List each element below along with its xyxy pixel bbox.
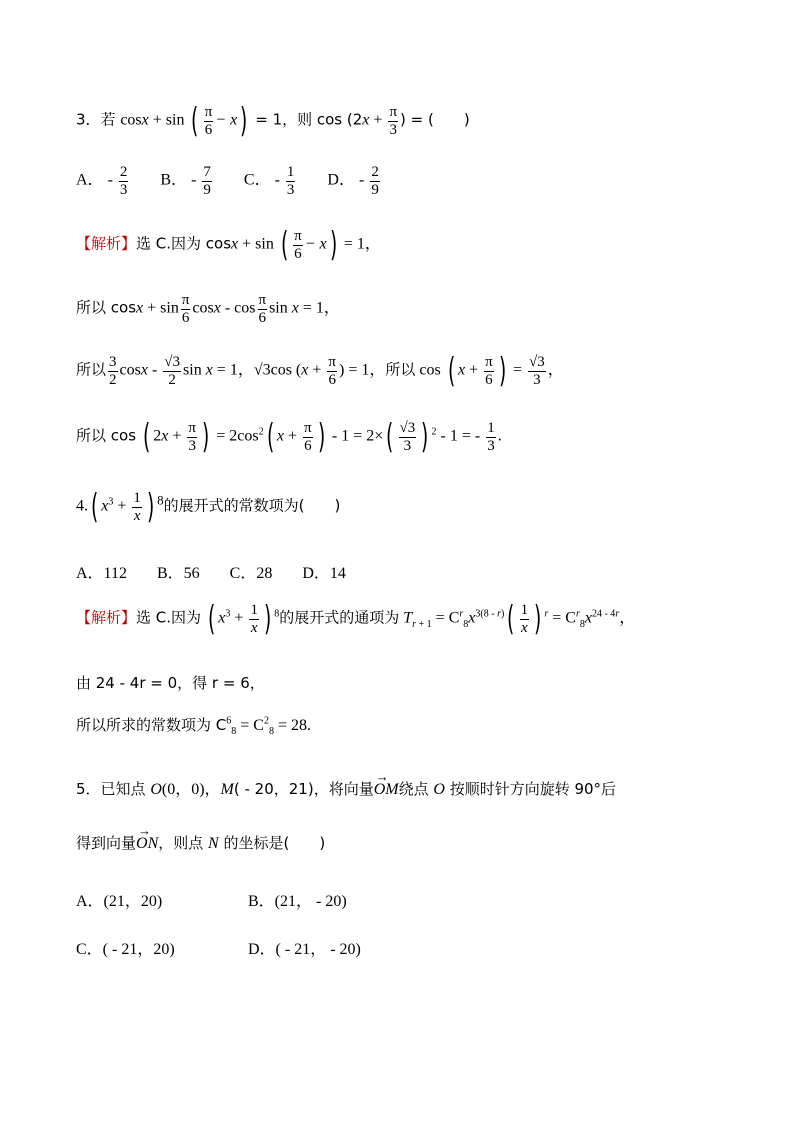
q5-options-row1 <box>76 888 347 911</box>
q4-solution-line1: 【解析】选 C.因为 ( $x^3$ + $\frac{1}{x}$ ) $^8$的展开式的通项为 $T_r$ $_{+ 1} = C^r_8x^{3(8 - r)}$( $\frac{1}{x}$ ) $^r = C^r_8x^{24 - 4r}$， <box>76 599 636 639</box>
q5-options-row2 <box>76 936 361 959</box>
solution-tag: 【解析】 <box>76 608 137 627</box>
q5-option-c[interactable]: C．( - 21，20) <box>76 941 175 958</box>
q4-option-c[interactable]: C．28 <box>229 565 273 582</box>
q3-option-a[interactable]: A． - $\frac{2}{3}$ <box>76 164 128 198</box>
q4-option-a[interactable]: A．112 <box>76 565 127 582</box>
q4-solution-line3: 所以所求的常数项为 $C^6_8 = C^2_8 = 28$. <box>76 715 311 738</box>
pi-over-3-fraction: $\frac{\pi}{3}$ <box>389 104 398 138</box>
q4-option-d[interactable]: D．14 <box>302 565 346 582</box>
q3-solution-line2: 所以 cosx + sin $\frac{\pi}{6}$ cosx - cos $\frac{\pi}{6}$ sin x = 1， <box>76 292 340 326</box>
q3-option-d[interactable]: D． - $\frac{2}{9}$ <box>327 164 379 198</box>
q3-solution-line4: 所以 cos ( 2x + $\frac{\pi}{3}$ ) = $2\cos^2$( x + $\frac{\pi}{6}$ ) - 1 = 2×( $\frac{√3}{3}$ ) $^2$ - 1 = - $\frac{1}{3}$ . <box>76 417 502 457</box>
solution-tag: 【解析】 <box>76 234 137 253</box>
q3-stem: 3．若 cosx + sin ( $\frac{\pi}{6}$ − x) = 1，则 cos (2x + $\frac{\pi}{3}$ ) = ( ) <box>76 101 470 141</box>
pi-over-6-fraction: $\frac{\pi}{6}$ <box>204 104 213 138</box>
q5-option-b[interactable]: B．(21， - 20) <box>248 893 347 910</box>
q3-option-b[interactable]: B． - $\frac{7}{9}$ <box>160 164 211 198</box>
q3-solution-line1: 【解析】选 C.因为 cosx + sin ( $\frac{\pi}{6}$ − x) = 1， <box>76 225 381 265</box>
q5-option-a[interactable]: A．(21，20) <box>76 893 163 910</box>
q5-option-d[interactable]: D．( - 21， - 20) <box>248 941 361 958</box>
q5-stem-line2: 得到向量→ ON，则点 N 的坐标是( ) <box>76 832 325 853</box>
vector-om: → OM <box>374 781 399 799</box>
q4-option-b[interactable]: B．56 <box>156 565 200 582</box>
q4-solution-line2: 由 24 - 4r = 0，得 r = 6， <box>76 674 265 692</box>
vector-on: → ON <box>136 835 158 853</box>
q3-solution-line3: 所以 $\frac{3}{2}$ cosx - $\frac{√3}{2}$ sin x = 1，√3cos (x + $\frac{\pi}{6}$ ) = 1，所以 cos ( x + $\frac{\pi}{6}$ ) = $\frac{√3}{3}$ ， <box>76 351 564 391</box>
q3-option-c[interactable]: C． - $\frac{1}{3}$ <box>243 164 295 198</box>
q4-stem: 4.( $x^3$ + $\frac{1}{x}$ ) $^8$的展开式的常数项为( ) <box>76 487 341 527</box>
q4-options <box>76 560 372 583</box>
q3-options <box>76 164 408 198</box>
q5-stem-line1: 5．已知点 O(0，0)，M( - 20，21)，将向量→ OM绕点 O 按顺时针方向旋转 90°后 <box>76 776 616 799</box>
